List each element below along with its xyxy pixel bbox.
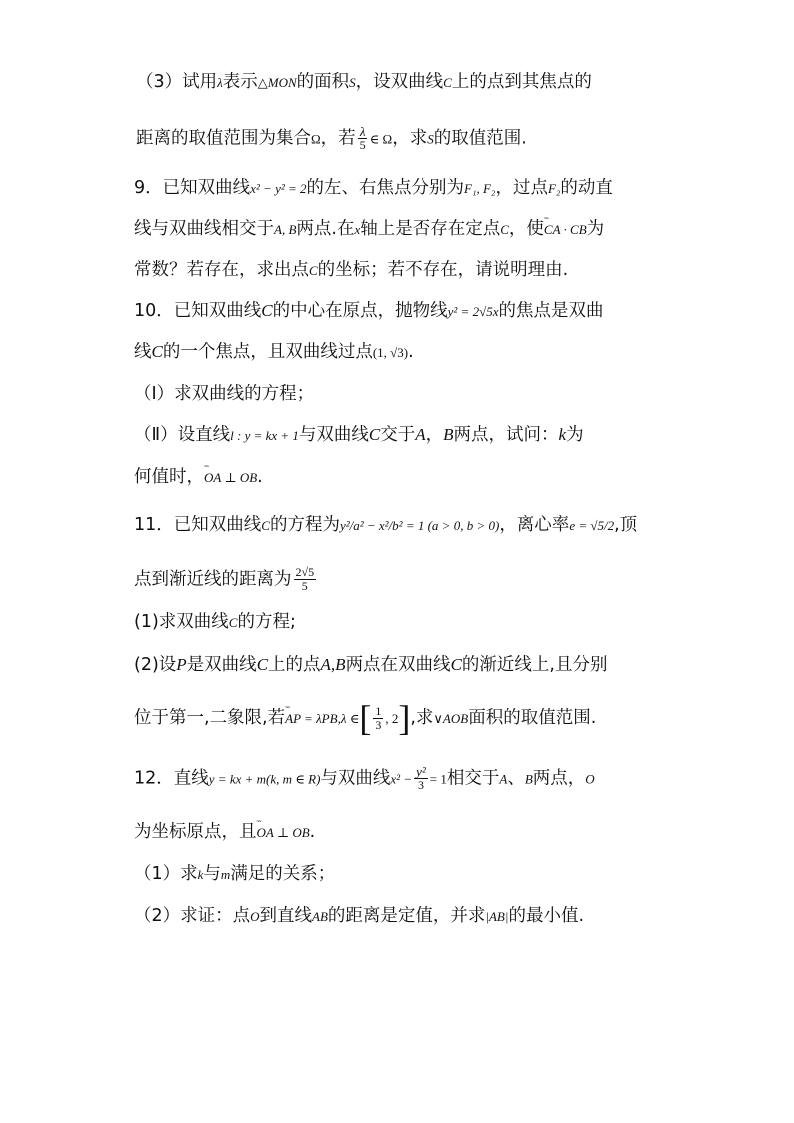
q12-line1	[134, 765, 595, 793]
math-vector-equation: ˜˜ AP = λPB	[285, 706, 337, 732]
text: 交于	[380, 425, 416, 445]
math-s: S	[349, 75, 356, 90]
text: 为	[586, 219, 605, 239]
math-k: k	[558, 425, 567, 444]
text: ，求	[392, 128, 428, 149]
math-a: A	[415, 425, 426, 444]
text: ，使	[508, 219, 544, 239]
math-ab: A, B	[274, 222, 297, 237]
math-o: O	[585, 771, 595, 787]
text: 的距离是定值，并求	[327, 906, 486, 926]
text: ，过点	[495, 178, 548, 198]
math-lambda-in: ,λ ∈	[337, 711, 360, 726]
text: 两点，试问：	[453, 425, 559, 445]
q11-line1	[134, 512, 637, 539]
text: 上的点	[268, 655, 321, 675]
question-number-text: 12．直线	[134, 768, 209, 789]
fraction-distance: $\frac{2√5}{5}$	[295, 565, 315, 593]
q10-line2	[134, 339, 414, 366]
text: 何值时，	[134, 467, 204, 487]
text: 的左、右焦点分别为	[306, 178, 465, 198]
q12-part2	[134, 903, 584, 930]
text: 的面积	[296, 72, 350, 92]
text: 距离的取值范围为集合	[136, 128, 311, 149]
math-f2: F₂	[547, 181, 561, 196]
math-k: k	[197, 867, 204, 882]
text: 的取值范围.	[433, 128, 527, 149]
text: 与双曲线	[320, 768, 391, 789]
math-p: P	[176, 655, 187, 674]
math-c: C	[261, 301, 273, 320]
q8-part3-line2	[136, 125, 527, 153]
math-in-omega: ∈ Ω	[369, 131, 393, 147]
text: 两点，	[532, 768, 586, 789]
math-c: C	[151, 342, 163, 361]
text: 、	[507, 768, 525, 789]
text: .	[257, 467, 263, 487]
text: ,顶	[614, 515, 638, 535]
q9-line2	[134, 216, 604, 243]
q11-part1	[134, 609, 296, 636]
text: 的动直	[560, 178, 613, 198]
text: 为	[566, 425, 584, 445]
text: 轴上是否存在定点	[360, 219, 501, 239]
text: .	[309, 822, 316, 842]
fraction-lambda-over-5: $\frac{\lambda}{5}$	[359, 124, 366, 152]
math-hyperbola-part: x² −	[390, 771, 413, 787]
math-lambda: λ	[217, 75, 223, 90]
text: （Ⅱ）设直线	[134, 425, 231, 445]
math-omega: Ω	[311, 131, 321, 147]
text: 线	[134, 342, 152, 362]
text: （Ⅰ）求双曲线的方程；	[134, 384, 315, 404]
text: 表示	[222, 72, 258, 92]
text: .	[408, 342, 414, 362]
math-aob: ∨AOB	[433, 711, 469, 726]
q11-part2-line1	[134, 652, 607, 678]
right-bracket: ]	[398, 698, 411, 738]
math-interval-end: , 2	[385, 711, 399, 726]
math-foci: F₁, F₂	[464, 181, 496, 196]
text: 面积的取值范围.	[468, 708, 597, 728]
math-line-equation: y = kx + m(k, m ∈ R)	[208, 771, 321, 787]
math-line-equation: l : y = kx + 1	[230, 428, 299, 443]
math-c: C	[500, 222, 509, 237]
q10-part2-line2	[134, 464, 263, 491]
text: 为坐标原点，且	[134, 822, 257, 842]
question-number-text: 9．已知双曲线	[134, 178, 251, 198]
text: 的最小值.	[508, 906, 585, 926]
math-c: C	[450, 655, 462, 674]
math-ab: A,B	[320, 655, 346, 674]
math-a: A	[499, 771, 508, 787]
math-hyperbola-equation: y²/a² − x²/b² = 1 (a > 0, b > 0)	[339, 518, 500, 533]
q11-part2-line2	[134, 698, 597, 738]
text: 上的点到其焦点的	[451, 72, 592, 92]
text: 线与双曲线相交于	[134, 219, 274, 239]
math-c: C	[309, 263, 318, 278]
text: 点到渐近线的距离为	[134, 569, 292, 590]
text: 与双曲线	[298, 425, 369, 445]
text: ，	[425, 425, 444, 445]
q11-line2	[134, 566, 318, 593]
text: （2）求证：点	[134, 906, 251, 926]
text: (1)求双曲线	[134, 612, 229, 632]
q10-part2-line1	[134, 422, 584, 449]
text: 与	[203, 864, 221, 884]
math-vector-dot-product: ˜˜ CA · CB	[544, 217, 587, 243]
math-equals-one: = 1	[429, 771, 447, 787]
text: (2)设	[134, 655, 177, 675]
text: 到直线	[259, 906, 313, 926]
math-o: O	[250, 909, 260, 924]
q9-line1	[134, 175, 613, 202]
text: 的方程为	[269, 515, 340, 535]
text: ，设双曲线	[355, 72, 444, 92]
q8-part3-line1	[136, 69, 592, 96]
text: 的渐近线上,且分别	[461, 655, 608, 675]
math-hyperbola-equation: x² − y² = 2	[250, 181, 307, 196]
math-s: S	[427, 131, 434, 147]
math-eccentricity: e = √5/2	[569, 518, 615, 533]
text: （1）求	[134, 864, 198, 884]
text: 的焦点是双曲	[498, 301, 604, 321]
text: ，若	[320, 128, 356, 149]
math-c: C	[256, 655, 269, 674]
text: 满足的关系；	[230, 864, 336, 884]
math-b: B	[443, 425, 454, 444]
fraction-one-third: $\frac{1}{3}$	[375, 703, 382, 732]
text: 两点在双曲线	[345, 655, 451, 675]
q12-line2	[134, 819, 315, 846]
text: 的一个焦点，且双曲线过点	[162, 342, 373, 362]
math-vector-perpendicular: ˜˜ OA ⊥ OB	[204, 465, 257, 491]
math-point: (1, √3)	[372, 345, 409, 360]
math-triangle-mon: △MON	[257, 75, 297, 90]
math-c: C	[261, 518, 270, 533]
q12-part1	[134, 861, 335, 888]
text: ,求	[410, 708, 434, 728]
text: （3）试用	[136, 72, 218, 92]
math-abs-ab: |AB|	[485, 909, 509, 924]
math-c: C	[443, 75, 452, 90]
math-m: m	[220, 867, 231, 882]
text: 是双曲线	[186, 655, 257, 675]
fraction-y2-over-3: $\frac{\text{y²}}{3}$	[416, 764, 426, 792]
math-c: C	[228, 615, 238, 630]
text: 常数？若存在，求出点	[134, 260, 309, 280]
text: 位于第一,二象限,若	[134, 708, 286, 728]
q10-line1	[134, 298, 603, 325]
math-c: C	[368, 425, 381, 444]
text: 的坐标；若不存在，请说明理由.	[317, 260, 569, 280]
math-vector-perpendicular: ˜˜ OA ⊥ OB	[257, 820, 310, 846]
math-b: B	[524, 771, 533, 787]
math-parabola-equation: y² = 2√5x	[447, 304, 499, 319]
text: 的方程;	[237, 612, 296, 632]
q9-line3	[134, 257, 568, 284]
math-ab: AB	[312, 909, 328, 924]
text: ，离心率	[499, 515, 570, 535]
q10-part1	[134, 381, 314, 407]
math-x: x	[354, 222, 361, 237]
left-bracket: [	[359, 698, 372, 738]
question-number-text: 10．已知双曲线	[134, 301, 262, 321]
text: 相交于	[446, 768, 500, 789]
question-number-text: 11．已知双曲线	[134, 515, 262, 535]
text: 的中心在原点，抛物线	[272, 301, 448, 321]
text: 两点.在	[296, 219, 355, 239]
